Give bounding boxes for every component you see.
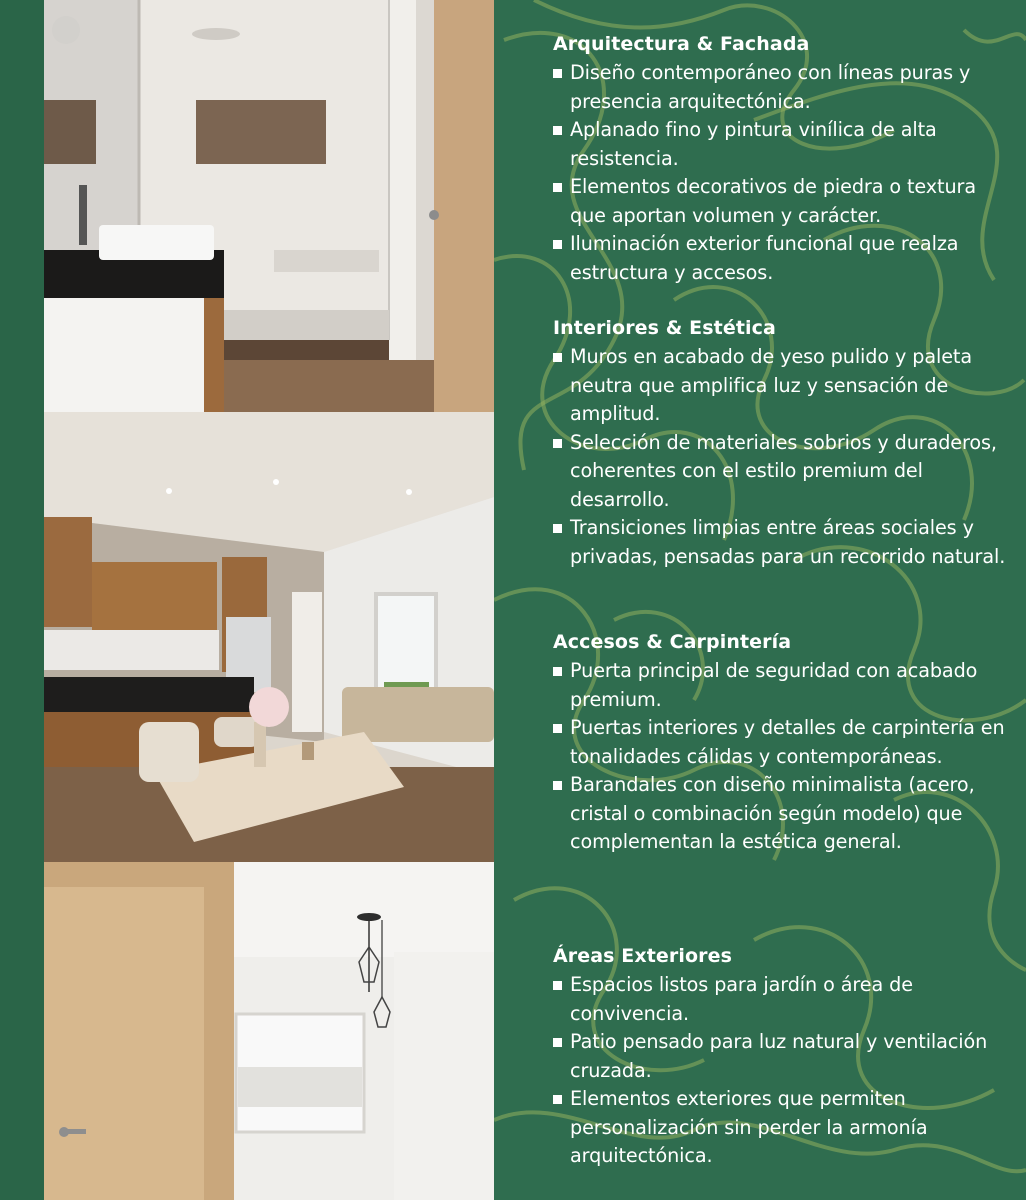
feature-panel [494, 0, 1026, 1200]
feature-list [553, 971, 1013, 1171]
bullet-square-icon [553, 353, 562, 362]
list-item: Barandales con diseño minimalista (acero, cristal o combinación según modelo) que complementan la estética general. [553, 771, 1013, 857]
bullet-square-icon [553, 724, 562, 733]
list-item: Elementos exteriores que permiten personalización sin perder la armonía arquitectónica. [553, 1085, 1013, 1171]
feature-list [553, 657, 1013, 857]
list-item: Muros en acabado de yeso pulido y paleta neutra que amplifica luz y sensación de amplitud. [553, 343, 1013, 429]
hallway-photo [44, 862, 494, 1200]
feature-list [553, 343, 1013, 571]
feature-list [553, 59, 1013, 287]
bullet-square-icon [553, 667, 562, 676]
list-item: Puerta principal de seguridad con acabado premium. [553, 657, 1013, 714]
section-areas-exteriores [553, 941, 1013, 1171]
bullet-square-icon [553, 1038, 562, 1047]
section-accesos [553, 627, 1013, 857]
bullet-square-icon [553, 126, 562, 135]
section-title: Interiores & Estética [553, 317, 776, 339]
list-item: Aplanado fino y pintura vinílica de alta resistencia. [553, 116, 1013, 173]
bullet-square-icon [553, 69, 562, 78]
bullet-square-icon [553, 1095, 562, 1104]
list-item: Iluminación exterior funcional que realza estructura y accesos. [553, 230, 1013, 287]
list-item: Transiciones limpias entre áreas sociales y privadas, pensadas para un recorrido natural. [553, 514, 1013, 571]
bullet-square-icon [553, 524, 562, 533]
bullet-square-icon [553, 439, 562, 448]
list-item: Espacios listos para jardín o área de convivencia. [553, 971, 1013, 1028]
section-title: Accesos & Carpintería [553, 631, 792, 653]
bullet-square-icon [553, 781, 562, 790]
bullet-square-icon [553, 240, 562, 249]
list-item: Puertas interiores y detalles de carpintería en tonalidades cálidas y contemporáneas. [553, 714, 1013, 771]
section-arquitectura [553, 29, 1013, 287]
photo-column [44, 0, 494, 1200]
bullet-square-icon [553, 981, 562, 990]
section-title: Áreas Exteriores [553, 945, 733, 967]
kitchen-dining-photo [44, 412, 494, 862]
left-green-strip [0, 0, 44, 1200]
section-interiores [553, 313, 1013, 571]
bathroom-photo [44, 0, 494, 412]
list-item: Patio pensado para luz natural y ventilación cruzada. [553, 1028, 1013, 1085]
list-item: Selección de materiales sobrios y duraderos, coherentes con el estilo premium del desarrollo. [553, 429, 1013, 515]
section-title: Arquitectura & Fachada [553, 33, 810, 55]
bullet-square-icon [553, 183, 562, 192]
list-item: Diseño contemporáneo con líneas puras y presencia arquitectónica. [553, 59, 1013, 116]
list-item: Elementos decorativos de piedra o textura que aportan volumen y carácter. [553, 173, 1013, 230]
